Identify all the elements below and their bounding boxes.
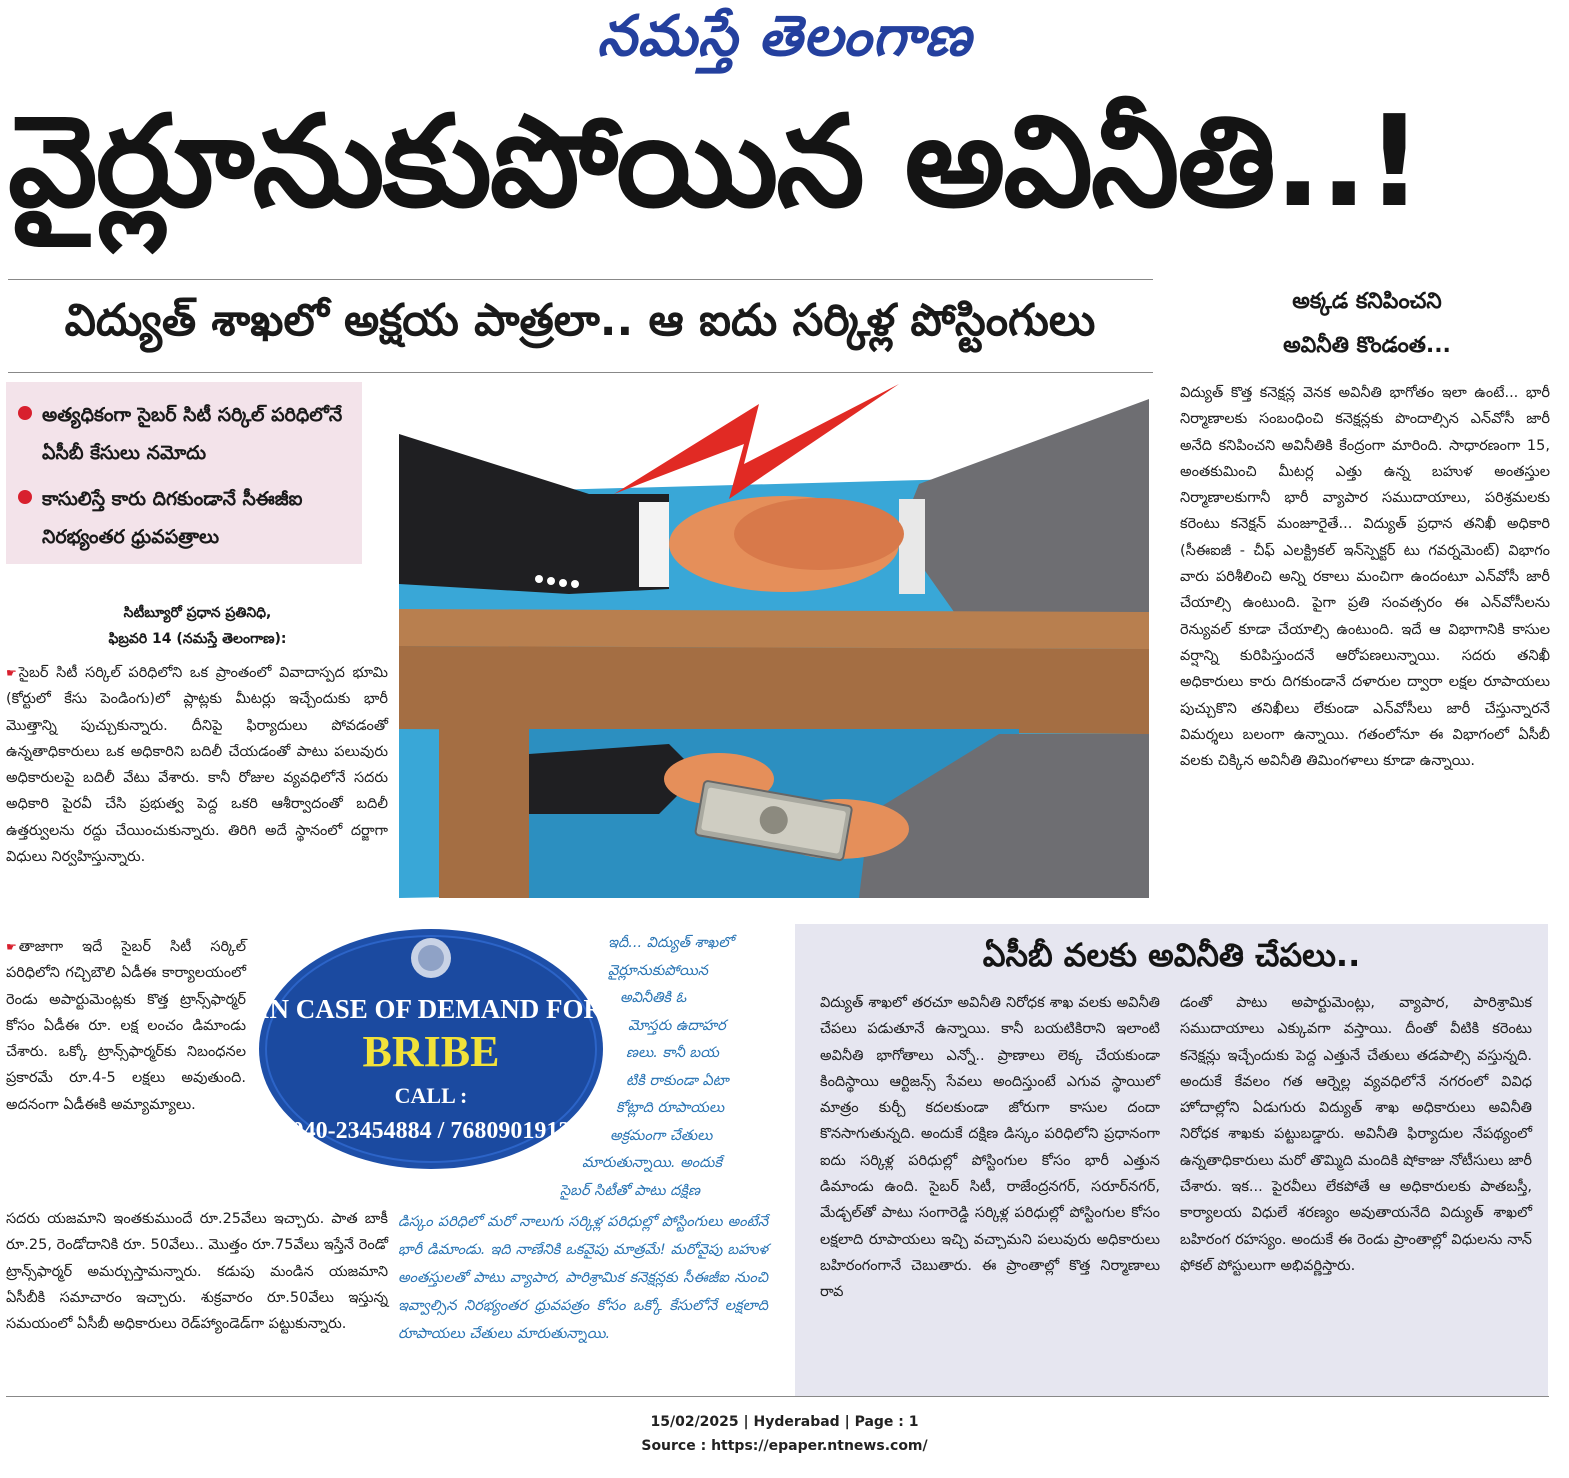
side-title-line-2: అవినీతి కొండంత... (1283, 333, 1451, 358)
badge-line-2: BRIBE (362, 1027, 500, 1076)
bullet-dot-icon (18, 406, 32, 420)
callout-line: టికి రాకుండా ఏటా (626, 1072, 729, 1089)
headline-text: వైర్లూనుకుపోయిన అవినీతి..! (8, 87, 1422, 235)
article-paragraph (6, 1206, 388, 1337)
paragraph-text: డంతో పాటు అపార్టుమెంట్లు, వ్యాపార, పారిశ్రామిక సముదాయాలు ఎక్కువగా వస్తాయి. దీంతో వీటికి కరెంటు కనెక్షన్లు ఇచ్చేందుకు పెద్ద ఎత్తునే చేతులు తడపాల్సి వస్తున్నది. అందుకే కేవలం గత ఆర్నెల్ల వ్యవధిలోనే నగరంలో వివిధ హోదాల్లోని ఏడుగురు విద్యుత్ శాఖ అధికారులు అవినీతి నిరోధక శాఖకు పట్టుబడ్డారు. అవినీతి ఫిర్యాదుల నేపథ్యంలో ఉన్నతాధికారులు మరో తొమ్మిది మందికి షోకాజు నోటీసులు జారీ చేశారు. ఇక... పైరవీలు లేకపోతే ఆ అధికారులకు పాతబస్తీ, కార్యాలయ విధులే శరణ్యం అవుతాయనేది విద్యుత్ శాఖలో బహిరంగ రహస్యం. అందుకే ఈ రెండు ప్రాంతాల్లో విధులను నాన్ ఫోకల్ పోస్టులుగా అభివర్ణిస్తారు. (1180, 995, 1532, 1274)
bullet-dot-icon (18, 490, 32, 504)
subheadline (10, 287, 1150, 365)
callout-line: కోట్లాది రూపాయలు (616, 1100, 725, 1116)
masthead (0, 4, 1569, 82)
pointing-hand-icon: ☛ (6, 940, 17, 954)
callout-continuation (398, 1208, 768, 1348)
paragraph-text: సైబర్ సిటీ సర్కిల్ పరిధిలోని ఒక ప్రాంతంలో వివాదాస్పద భూమి (కోర్టులో కేసు పెండింగు)లో ప్లాట్లకు మీటర్లు ఇచ్చేందుకు భారీ మొత్తాన్ని పుచ్చుకున్నారు. దీనిపై ఫిర్యాదులు పోవడంతో ఉన్నతాధికారులు ఒక అధికారిని బదిలీ చేయడంతో పాటు పలువురు అధికారులపై బదిలీ వేటు వేశారు. కానీ రోజుల వ్యవధిలోనే సదరు అధికారి పైరవీ చేసి ప్రభుత్వ పెద్ద ఒకరి ఆశీర్వాదంతో బదిలీ ఉత్తర్వులను రద్దు చేయించుకున్నారు. తిరిగి అదే స్థానంలో దర్జాగా విధులు నిర్వహిస్తున్నారు. (6, 665, 388, 866)
callout-tail-text: డిస్కం పరిధిలో మరో నాలుగు సర్కిళ్ల పరిధుల్లో పోస్టింగులు అంటేనే భారీ డిమాండు. ఇది నాణేనికి ఒకవైపు మాత్రమే! మరోవైపు బహుళ అంతస్తులతో పాటు వ్యాపార, పారిశ్రామిక కనెక్షన్లకు సీఈజీఐ నుంచి ఇవ్వాల్సిన నిరభ్యంతర ధ్రువపత్రం కోసం ఒక్కో కేసులోనే లక్షలాది రూపాయలు చేతులు మారుతున్నాయి. (398, 1214, 768, 1342)
handshake-image (399, 384, 1149, 898)
box-column-2 (1180, 990, 1532, 1279)
dateline-date: ఫిబ్రవరి 14 (నమస్తే తెలంగాణ): (108, 631, 287, 647)
callout-text (560, 930, 768, 1205)
side-article-text (1180, 380, 1550, 774)
footer-source-link[interactable]: Source : https://epaper.ntnews.com/ (641, 1438, 928, 1454)
dateline (20, 600, 375, 652)
bribe-helpline-badge (256, 926, 606, 1172)
highlights-box (6, 382, 362, 564)
masthead-logo-text: నమస్తే తెలంగాణ (597, 3, 972, 69)
callout-line: ణలు. కానీ బయ (626, 1045, 719, 1061)
box-column-1 (820, 990, 1160, 1306)
bribery-illustration (399, 384, 1149, 898)
callout-line: మోస్తరు ఉదాహర (628, 1017, 726, 1034)
callout-line: సైబర్ సిటీతో పాటు దక్షిణ (560, 1182, 700, 1199)
paragraph-text: విద్యుత్ కొత్త కనెక్షన్ల వెనక అవినీతి భాగోతం ఇలా ఉంటే... భారీ నిర్మాణాలకు సంబంధించి కనెక్షన్లకు పొందాల్సిన ఎన్‌వోసీ జారీ అనేది కనిపించని అవినీతికి కేంద్రంగా మారింది. సాధారణంగా 15, అంతకుమించి మీటర్ల ఎత్తు ఉన్న బహుళ అంతస్తుల నిర్మాణాలకుగానీ భారీ వ్యాపార సముదాయాలు, పరిశ్రమలకు కరెంటు కనెక్షన్ మంజూరైతే... విద్యుత్ ప్రధాన తనిఖీ అధికారి (సీఈఐజీ - చీఫ్ ఎలక్ట్రికల్ ఇన్‌స్పెక్టర్ టు గవర్నమెంట్) విభాగం వారు పరిశీలించి అన్ని రకాలు మంచిగా ఉందంటూ ఎన్‌వోసీ జారీ చేయాల్సి ఉంటుంది. పైగా ప్రతి సంవత్సరం ఈ ఎన్‌వోసీలను రెన్యువల్ కూడా చేయాల్సి ఉంటుంది. ఇదే ఆ విభాగానికి కాసుల వర్షాన్ని కురిపిస్తుందనే ఆరోపణలున్నాయి. సదరు తనిఖీ అధికారులు కారు దిగకుండానే దళారుల ద్వారా లక్షల రూపాయలు పుచ్చుకొని తనిఖీలు లేకుండా ఎన్‌వోసీలు జారీ చేస్తున్నారనే విమర్శలు బలంగా ఉన్నాయి. గతంలోనూ ఈ విభాగంలో ఏసీబీ వలకు చిక్కిన అవినీతి తిమింగళాలు కూడా ఉన్నాయి. (1180, 385, 1550, 770)
side-column-title (1172, 280, 1562, 374)
highlight-item (18, 480, 352, 556)
box-title: ఏసీబీ వలకు అవినీతి చేపలు.. (982, 936, 1361, 974)
pointing-hand-icon: ☛ (6, 666, 17, 680)
paragraph-text: తాజాగా ఇదే సైబర్ సిటీ సర్కిల్ పరిధిలోని గచ్చిబౌలి ఏడీఈ కార్యాలయంలో రెండు అపార్టుమెంట్లకు కొత్త ట్రాన్స్‌ఫార్మర్ కోసం ఏడీఈ రూ. లక్ష లంచం డిమాండు చేశారు. ఒక్కో ట్రాన్స్‌ఫార్మర్‌కు నిబంధనల ప్రకారమే రూ.4-5 లక్షలు అవుతుంది. అదనంగా ఏడీఈకి అమ్యామ్యాలు. (6, 939, 246, 1113)
badge-line-3: CALL : (394, 1083, 468, 1108)
badge-line-1: IN CASE OF DEMAND FOR (259, 994, 603, 1024)
callout-line: అక్రమంగా చేతులు (610, 1127, 713, 1144)
page-footer (0, 1410, 1569, 1458)
side-title-line-1: అక్కడ కనిపించని (1292, 289, 1442, 314)
subheadline-text: విద్యుత్ శాఖలో అక్షయ పాత్రలా.. ఆ ఐదు సర్కిళ్ల పోస్టింగులు (64, 295, 1096, 346)
headline (8, 84, 1561, 269)
article-paragraph (6, 660, 388, 870)
dateline-reporter: సిటీబ్యూరో ప్రధాన ప్రతినిధి, (123, 605, 272, 621)
callout-line: మారుతున్నాయి. అందుకే (582, 1155, 722, 1171)
callout-line: అవినీతికి ఓ (620, 990, 687, 1006)
divider-top (8, 279, 1153, 280)
highlight-item (18, 396, 352, 472)
callout-line: ఇదీ... విద్యుత్ శాఖలో (608, 935, 734, 951)
callout-line: వైర్లూనుకుపోయిన (608, 962, 708, 979)
footer-date-line: 15/02/2025 | Hyderabad | Page : 1 (650, 1414, 919, 1430)
article-paragraph (6, 934, 246, 1118)
paragraph-text: సదరు యజమాని ఇంతకుముందే రూ.25వేలు ఇచ్చారు. పాత బాకీ రూ.25, రెండోదానికి రూ. 50వేలు.. మొత్తం రూ.75వేలు ఇస్తేనే రెండో ట్రాన్స్‌ఫార్మర్ అమర్చుస్తామన్నారు. కడుపు మండిన యజమాని ఏసీబీకి సమాచారం ఇచ్చారు. శుక్రవారం రూ.50వేలు ఇస్తున్న సమయంలో ఏసీబీ అధికారులు రెడ్‌హ్యాండెడ్‌గా పట్టుకున్నారు. (6, 1211, 388, 1333)
highlight-text: అత్యధికంగా సైబర్ సిటీ సర్కిల్ పరిధిలోనే ఏసీబీ కేసులు నమోదు (42, 404, 343, 464)
badge-line-4: 040-23454884 / 7680901912 (291, 1118, 571, 1144)
divider-sub (8, 372, 1153, 373)
divider-bottom (6, 1396, 1549, 1397)
highlight-text: కాసులిస్తే కారు దిగకుండానే సీఈజీఐ నిరభ్యంతర ధ్రువపత్రాలు (42, 488, 303, 548)
paragraph-text: విద్యుత్ శాఖలో తరచూ అవినీతి నిరోధక శాఖ వలకు అవినీతి చేపలు పడుతూనే ఉన్నాయి. కానీ బయటికిరాని ఇలాంటి అవినీతి భాగోతాలు ఎన్నో.. ప్రాణాలు లెక్క చేయకుండా కిందిస్థాయి ఆర్టిజన్స్ సేవలు అందిస్తుంటే ఎగువ స్థాయిలో మాత్రం కుర్చీ కదలకుండా జోరుగా కాసుల దందా కొనసాగుతున్నది. అందుకే దక్షిణ డిస్కం పరిధిలోని ప్రధానంగా ఐదు సర్కిళ్ల పరిధుల్లో పోస్టింగుల కోసం భారీ ఎత్తున డిమాండు ఉంది. సైబర్ సిటీ, రాజేంద్రనగర్, సరూర్‌నగర్, మేడ్చల్‌తో పాటు సంగారెడ్డి సర్కిళ్ల పరిధుల్లో పోస్టింగుల కోసం లక్షలాది రూపాయలు ఇచ్చి వచ్చామని పలువురు అధికారులు బహిరంగంగానే చెబుతారు. ఈ ప్రాంతాల్లో కొత్త నిర్మాణాలు రావ (820, 995, 1160, 1301)
helpline-oval (256, 926, 606, 1172)
